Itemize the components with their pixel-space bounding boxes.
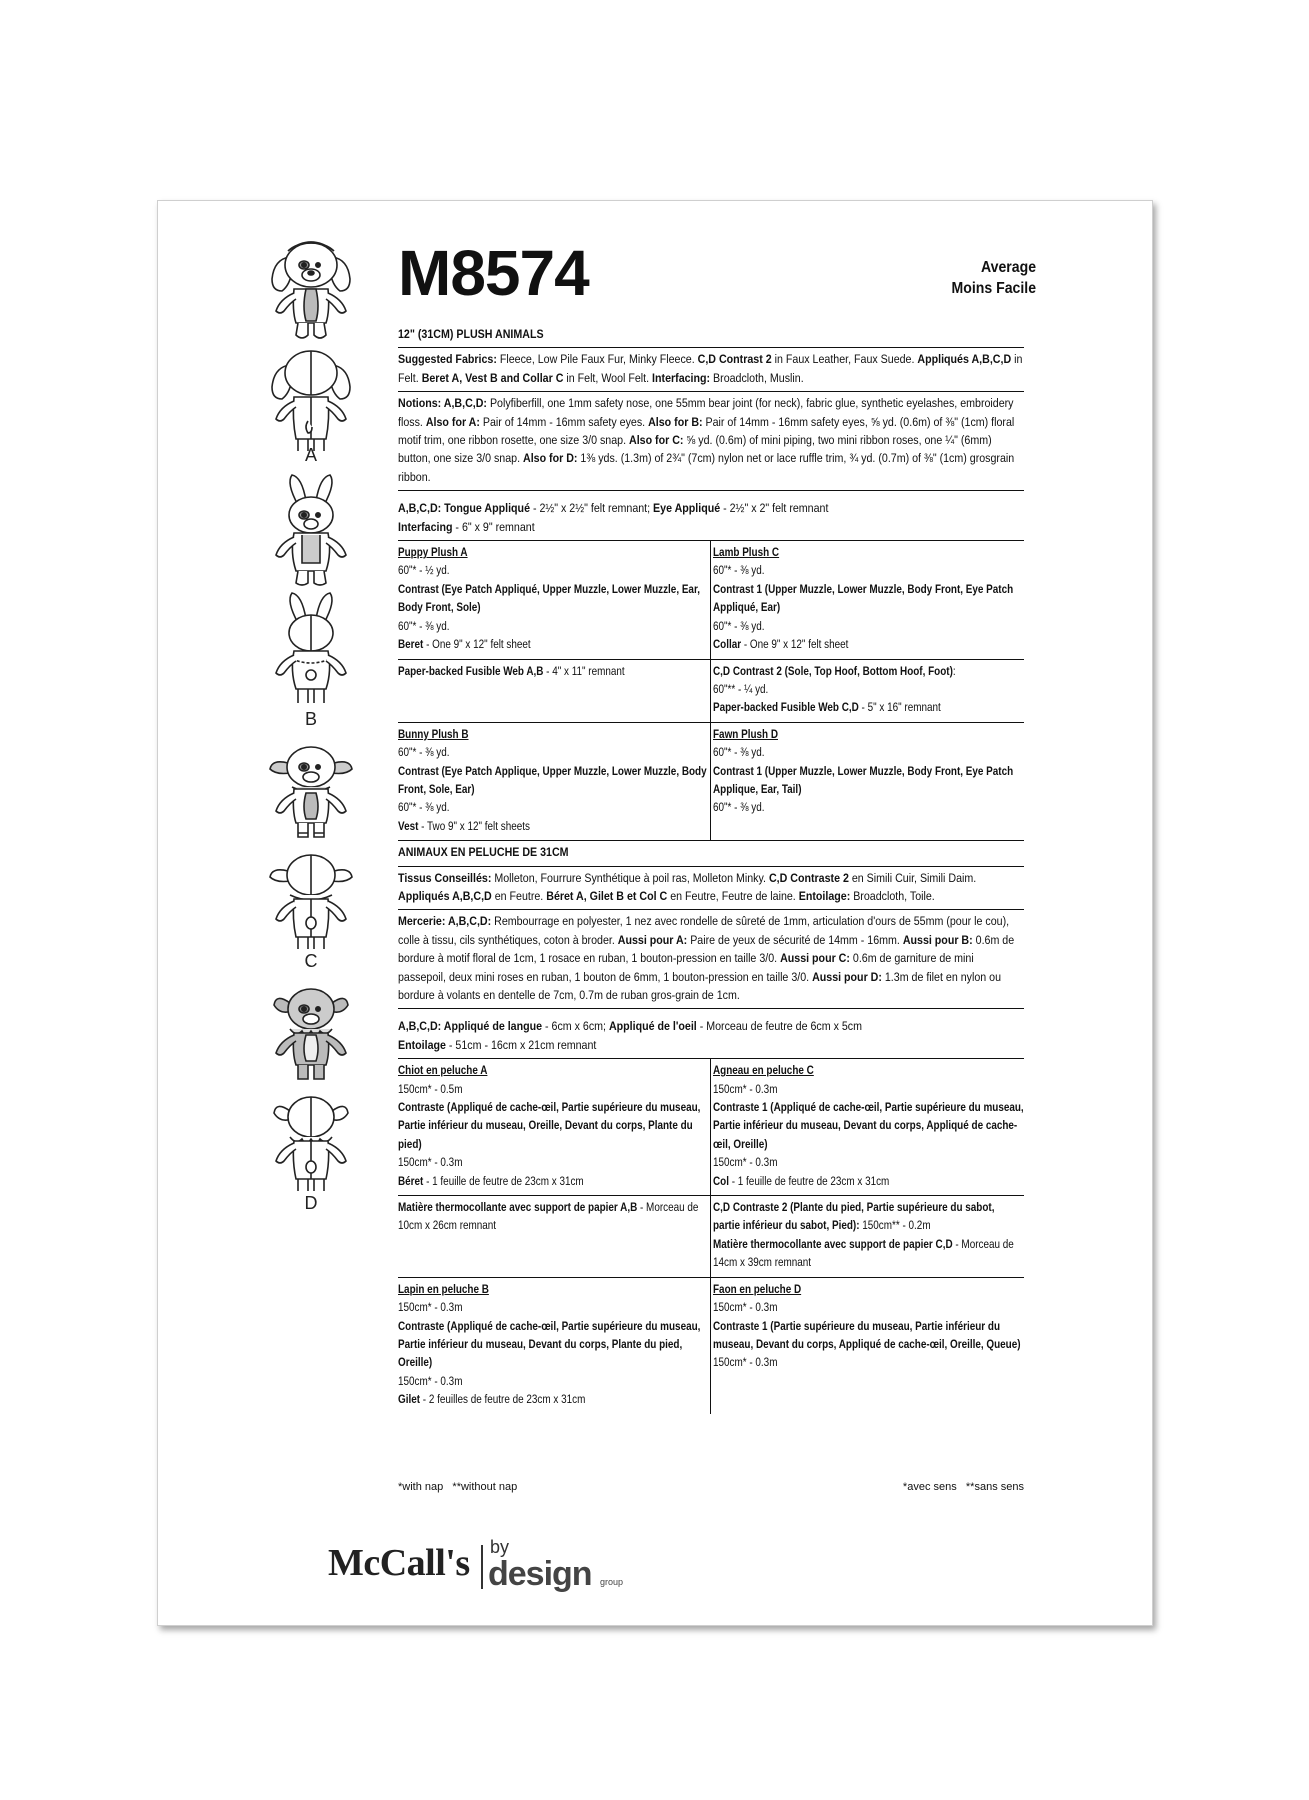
view-label-b: B — [304, 709, 317, 729]
web-cd-label: Paper-backed Fusible Web C,D — [713, 700, 859, 715]
contrast2-cd — [711, 660, 1024, 722]
cd-contrast2-yardage: 60"** - ¼ yd. — [713, 681, 769, 696]
lamb-yardage: 60"* - ⅜ yd. — [713, 563, 765, 578]
notions-t3: Pair of 14mm - 16mm safety eyes, ⅝ yd. (0.6m) of ⅜" (1cm) floral motif trim, one ribbon rosette, one size 3/0 snap. — [398, 414, 1015, 448]
lapin-peluche-b — [398, 1278, 711, 1414]
difficulty-rating — [951, 257, 1036, 299]
applique-t1: - 2½" x 2½" felt remnant; — [529, 501, 654, 516]
puppy-beret-label: Beret — [398, 637, 424, 652]
lamb-plush-front-icon — [246, 735, 376, 845]
fr-fawn-contrast: Contraste 1 (Partie supérieure du museau, Partie inférieur du museau, Devant du corps, Appliqué de cache-œil, Oreille, Queue) — [713, 1318, 1021, 1351]
notions-b4: Also for D: — [523, 451, 578, 466]
notions-b1: Also for A: — [425, 414, 480, 429]
fr-notions-t3: 0.6m de bordure à motif floral de 1cm, 1 rosace en ruban, 1 bouton-pression en taille 3/0. — [398, 932, 1015, 966]
fawn-plush-back-icon — [246, 1085, 376, 1195]
fawn-plush-front-icon — [246, 977, 376, 1087]
difficulty-en: Average — [980, 259, 1036, 276]
fr-lamb-collar-label: Col — [713, 1173, 729, 1188]
fabrics-b3: Beret A, Vest B and Collar C — [421, 370, 564, 385]
fr-puppy-beret-text: - 1 feuille de feutre de 23cm x 31cm — [423, 1173, 584, 1188]
fr-fawn-yardage: 150cm* - 0.3m — [713, 1300, 778, 1315]
fr-fawn-title: Faon en peluche D — [713, 1281, 802, 1296]
french-applique — [398, 1008, 1024, 1058]
bunny-title: Bunny Plush B — [398, 726, 469, 741]
fr-applique-t1: - 6cm x 6cm; — [542, 1019, 609, 1034]
fr-notions-b2: Aussi pour B: — [902, 932, 973, 947]
faon-peluche-d — [711, 1278, 1024, 1414]
logo-separator — [481, 1545, 483, 1589]
lamb-collar-text: - One 9" x 12" felt sheet — [741, 637, 849, 652]
fr-lamb-contrast: Contraste 1 (Appliqué de cache-œil, Partie supérieure du museau, Partie inférieur du museau, Devant du corps, Appliqué de cache-œil, Oreille) — [713, 1100, 1024, 1151]
english-notions — [398, 391, 1024, 490]
interfacing-label: Interfacing — [398, 519, 453, 534]
fr-web-ab-text: - Morceau de 10cm x 26cm remnant — [398, 1200, 699, 1233]
fr-notions-t2: Paire de yeux de sécurité de 14mm - 16mm. — [687, 932, 903, 947]
fr-notions-b4: Aussi pour D: — [812, 969, 882, 984]
fr-fabrics-t1: Molleton, Fourrure Synthétique à poil ras, Molleton Minky. — [491, 870, 769, 885]
fr-notions-b1: Aussi pour A: — [617, 932, 688, 947]
fr-fusible-web-ab — [398, 1196, 711, 1277]
puppy-plush-back-icon — [246, 343, 376, 453]
fawn-title: Fawn Plush D — [713, 726, 778, 741]
agneau-peluche-c — [711, 1059, 1024, 1195]
english-fabrics — [398, 347, 1024, 391]
english-title-block — [398, 323, 1024, 347]
fr-lamb-title: Agneau en peluche C — [713, 1063, 814, 1078]
fawn-contrast-yardage: 60"* - ⅜ yd. — [713, 800, 765, 815]
brand-group: group — [600, 1577, 624, 1587]
fr-bunny-yardage: 150cm* - 0.3m — [398, 1300, 463, 1315]
fr-puppy-yardage: 150cm* - 0.5m — [398, 1081, 463, 1096]
fr-notions-b3: Aussi pour C: — [780, 951, 850, 966]
puppy-plush-a — [398, 541, 711, 658]
fr-bunny-vest-text: - 2 feuilles de feutre de 23cm x 31cm — [420, 1392, 586, 1407]
bunny-plush-b — [398, 723, 711, 840]
notions-t1: Polyfiberfill, one 1mm safety nose, one 55mm bear joint (for neck), fabric glue, synthetic eyelashes, embroidery floss. — [398, 396, 1014, 429]
english-title: 12" (31CM) PLUSH ANIMALS — [398, 327, 544, 341]
view-label-d: D — [304, 1193, 318, 1213]
fr-lamb-contrast-yardage: 150cm* - 0.3m — [713, 1155, 778, 1170]
chiot-peluche-a — [398, 1059, 711, 1195]
fr-bunny-vest-label: Gilet — [398, 1392, 421, 1407]
french-title-block — [398, 840, 1024, 865]
brand-design: design — [488, 1555, 592, 1593]
applique-t2: - 2½" x 2" felt remnant — [720, 501, 829, 516]
english-applique — [398, 490, 1024, 540]
view-label-c: C — [304, 951, 318, 971]
fabrics-t2: in Faux Leather, Faux Suede. — [771, 352, 918, 367]
bunny-plush-back-icon — [246, 589, 376, 707]
french-title: ANIMAUX EN PELUCHE DE 31CM — [398, 845, 569, 860]
fabrics-text: Fleece, Low Pile Faux Fur, Minky Fleece. — [496, 352, 698, 367]
fr-fabrics-b1: C,D Contraste 2 — [768, 870, 849, 885]
yardage-chart — [398, 323, 1024, 1414]
lamb-plush-back-icon — [246, 843, 376, 953]
fr-applique-b2: Appliqué de l'oeil — [608, 1019, 697, 1034]
fr-lamb-yardage: 150cm* - 0.3m — [713, 1081, 778, 1096]
french-row-3 — [398, 1277, 1024, 1414]
interfacing-text: - 6" x 9" remnant — [452, 519, 535, 534]
french-fabrics — [398, 866, 1024, 910]
lamb-plush-c — [711, 541, 1024, 658]
web-ab-label: Paper-backed Fusible Web A,B — [398, 663, 544, 678]
fr-fabrics-t4: en Feutre, Feutre de laine. — [667, 888, 799, 903]
fr-fabrics-t5: Broadcloth, Toile. — [850, 888, 935, 903]
fr-web-cd-text: - Morceau de 14cm x 39cm remnant — [713, 1236, 1014, 1270]
lamb-contrast: Contrast 1 (Upper Muzzle, Lower Muzzle, Body Front, Eye Patch Appliqué, Ear) — [713, 581, 1014, 615]
fr-puppy-title: Chiot en peluche A — [398, 1063, 488, 1078]
fabrics-label: Suggested Fabrics: — [398, 352, 497, 367]
fr-fabrics-b2: Appliqués A,B,C,D — [398, 888, 492, 903]
fr-fabrics-t3: en Feutre. — [491, 888, 547, 903]
brand-name: McCall's — [328, 1542, 470, 1584]
fawn-yardage: 60"* - ⅜ yd. — [713, 745, 765, 760]
fr-fabrics-b4: Entoilage: — [798, 888, 851, 903]
fawn-contrast: Contrast 1 (Upper Muzzle, Lower Muzzle, Body Front, Eye Patch Applique, Ear, Tail) — [713, 763, 1014, 796]
brand-by: by — [490, 1537, 510, 1557]
footnote-en: *with nap **without nap — [398, 1481, 518, 1493]
pattern-number: M8574 — [398, 237, 589, 309]
fr-interfacing-text: - 51cm - 16cm x 21cm remnant — [445, 1037, 597, 1052]
notions-t2: Pair of 14mm - 16mm safety eyes. — [479, 414, 649, 429]
fr-bunny-contrast-yardage: 150cm* - 0.3m — [398, 1373, 463, 1388]
fawn-plush-d — [711, 723, 1024, 840]
notions-t5: 1⅜ yds. (1.3m) of 2¾" (7cm) nylon net or lace ruffle trim, ¾ yd. (0.7m) of ⅜" (1cm) grosgrain ribbon. — [398, 451, 1015, 484]
mccalls-logo — [328, 1537, 624, 1593]
difficulty-fr: Moins Facile — [951, 280, 1036, 297]
fr-lamb-collar-text: - 1 feuille de feutre de 23cm x 31cm — [728, 1173, 890, 1188]
cd-contrast2-label: C,D Contrast 2 (Sole, Top Hoof, Bottom Hoof, Foot) — [713, 663, 953, 678]
fusible-web-ab — [398, 660, 711, 722]
fr-fabrics-t2: en Simili Cuir, Simili Daim. — [848, 870, 977, 885]
nap-footnotes — [398, 1481, 1024, 1493]
bunny-contrast: Contrast (Eye Patch Applique, Upper Muzzle, Lower Muzzle, Body Front, Sole, Ear) — [398, 763, 707, 796]
puppy-title: Puppy Plush A — [398, 545, 468, 560]
puppy-contrast: Contrast (Eye Patch Appliqué, Upper Muzzle, Lower Muzzle, Ear, Body Front, Sole) — [398, 581, 701, 615]
fabrics-t5: Broadcloth, Muslin. — [710, 370, 804, 385]
notions-b3: Also for C: — [629, 433, 684, 448]
cd-contrast2-text: : — [952, 663, 956, 678]
english-row-2 — [398, 659, 1024, 722]
pattern-envelope-back — [157, 200, 1153, 1626]
fr-notions-t1: Rembourrage en polyester, 1 nez avec rondelle de sûreté de 1mm, articulation d'ours de 55mm (pour le cou), colle à tissu, cils synthétiques, coton à broder. — [398, 914, 1010, 947]
puppy-beret-text: - One 9" x 12" felt sheet — [423, 637, 531, 652]
french-row-2 — [398, 1195, 1024, 1277]
puppy-contrast-yardage: 60"* - ⅜ yd. — [398, 618, 450, 633]
french-notions — [398, 909, 1024, 1008]
fr-contrast2-cd — [711, 1196, 1024, 1277]
fr-fabrics-b3: Béret A, Gilet B et Col C — [546, 888, 668, 903]
applique-b2: Eye Appliqué — [653, 501, 721, 516]
fr-puppy-beret-label: Béret — [398, 1173, 424, 1188]
fr-interfacing-label: Entoilage — [398, 1037, 446, 1052]
web-ab-text: - 4" x 11" remnant — [543, 663, 625, 678]
notions-t4: ⅝ yd. (0.6m) of mini piping, two mini ribbon roses, one ¼" (6mm) button, one size 3/0 snap. — [398, 433, 992, 466]
fr-bunny-contrast: Contraste (Appliqué de cache-œil, Partie supérieure du museau, Partie inférieur du museau, Devant du corps, Plante du pied, Oreille) — [398, 1318, 701, 1370]
fr-applique-t2: - Morceau de feutre de 6cm x 5cm — [696, 1019, 862, 1034]
fr-puppy-contrast: Contraste (Appliqué de cache-œil, Partie supérieure du museau, Partie inférieur du museau, Oreille, Devant du corps, Plante du pied) — [398, 1100, 701, 1151]
english-row-3 — [398, 722, 1024, 840]
puppy-plush-front-icon — [246, 235, 376, 345]
fr-fabrics-label: Tissus Conseillés: — [398, 870, 492, 885]
fr-bunny-title: Lapin en peluche B — [398, 1281, 489, 1296]
fr-web-ab-label: Matière thermocollante avec support de papier A,B — [398, 1200, 638, 1215]
fabrics-b4: Interfacing: — [652, 370, 711, 385]
bunny-yardage: 60"* - ⅜ yd. — [398, 745, 450, 760]
notions-b2: Also for B: — [648, 414, 703, 429]
french-row-1 — [398, 1058, 1024, 1195]
fr-web-cd-label: Matière thermocollante avec support de papier C,D — [713, 1236, 953, 1251]
fr-notions-t4: 0.6m de garniture de mini passepoil, deux mini roses en ruban, 1 bouton de 6mm, 1 bouton-pression en taille 3/0. — [398, 951, 974, 984]
fr-puppy-contrast-yardage: 150cm* - 0.3m — [398, 1155, 463, 1170]
web-cd-text: - 5" x 16" remnant — [858, 700, 941, 715]
fr-cd-contrast2-text: 150cm** - 0.2m — [859, 1218, 931, 1233]
puppy-yardage: 60"* - ½ yd. — [398, 563, 450, 578]
bunny-contrast-yardage: 60"* - ⅜ yd. — [398, 800, 450, 815]
bunny-plush-front-icon — [246, 471, 376, 589]
applique-label: A,B,C,D: Tongue Appliqué — [398, 501, 530, 516]
fr-fawn-contrast-yardage: 150cm* - 0.3m — [713, 1355, 778, 1370]
bunny-vest-label: Vest — [398, 818, 419, 833]
bunny-vest-text: - Two 9" x 12" felt sheets — [418, 818, 530, 833]
fabrics-t4: in Felt, Wool Felt. — [563, 370, 653, 385]
fr-notions-label: Mercerie: A,B,C,D: — [398, 914, 492, 929]
english-row-1 — [398, 540, 1024, 658]
fabrics-b2: Appliqués A,B,C,D — [917, 352, 1012, 367]
fr-cd-contrast2-label: C,D Contraste 2 (Plante du pied, Partie supérieure du sabot, partie inférieur du sabot, Pied): — [713, 1200, 995, 1233]
lamb-title: Lamb Plush C — [713, 545, 780, 560]
fabrics-t3: in Felt. — [398, 352, 1023, 385]
fr-applique-label: A,B,C,D: Appliqué de langue — [398, 1019, 543, 1034]
lamb-collar-label: Collar — [713, 637, 742, 652]
view-label-a: A — [304, 445, 317, 465]
lamb-contrast-yardage: 60"* - ⅜ yd. — [713, 618, 765, 633]
notions-label: Notions: A,B,C,D: — [398, 396, 487, 411]
fr-notions-t5: 1.3m de filet en nylon ou bordure à volants en dentelle de 7cm, 0.7m de ruban gros-grain de 1cm. — [398, 969, 1001, 1002]
fabrics-b1: C,D Contrast 2 — [697, 352, 772, 367]
footnote-fr: *avec sens **sans sens — [902, 1481, 1024, 1493]
